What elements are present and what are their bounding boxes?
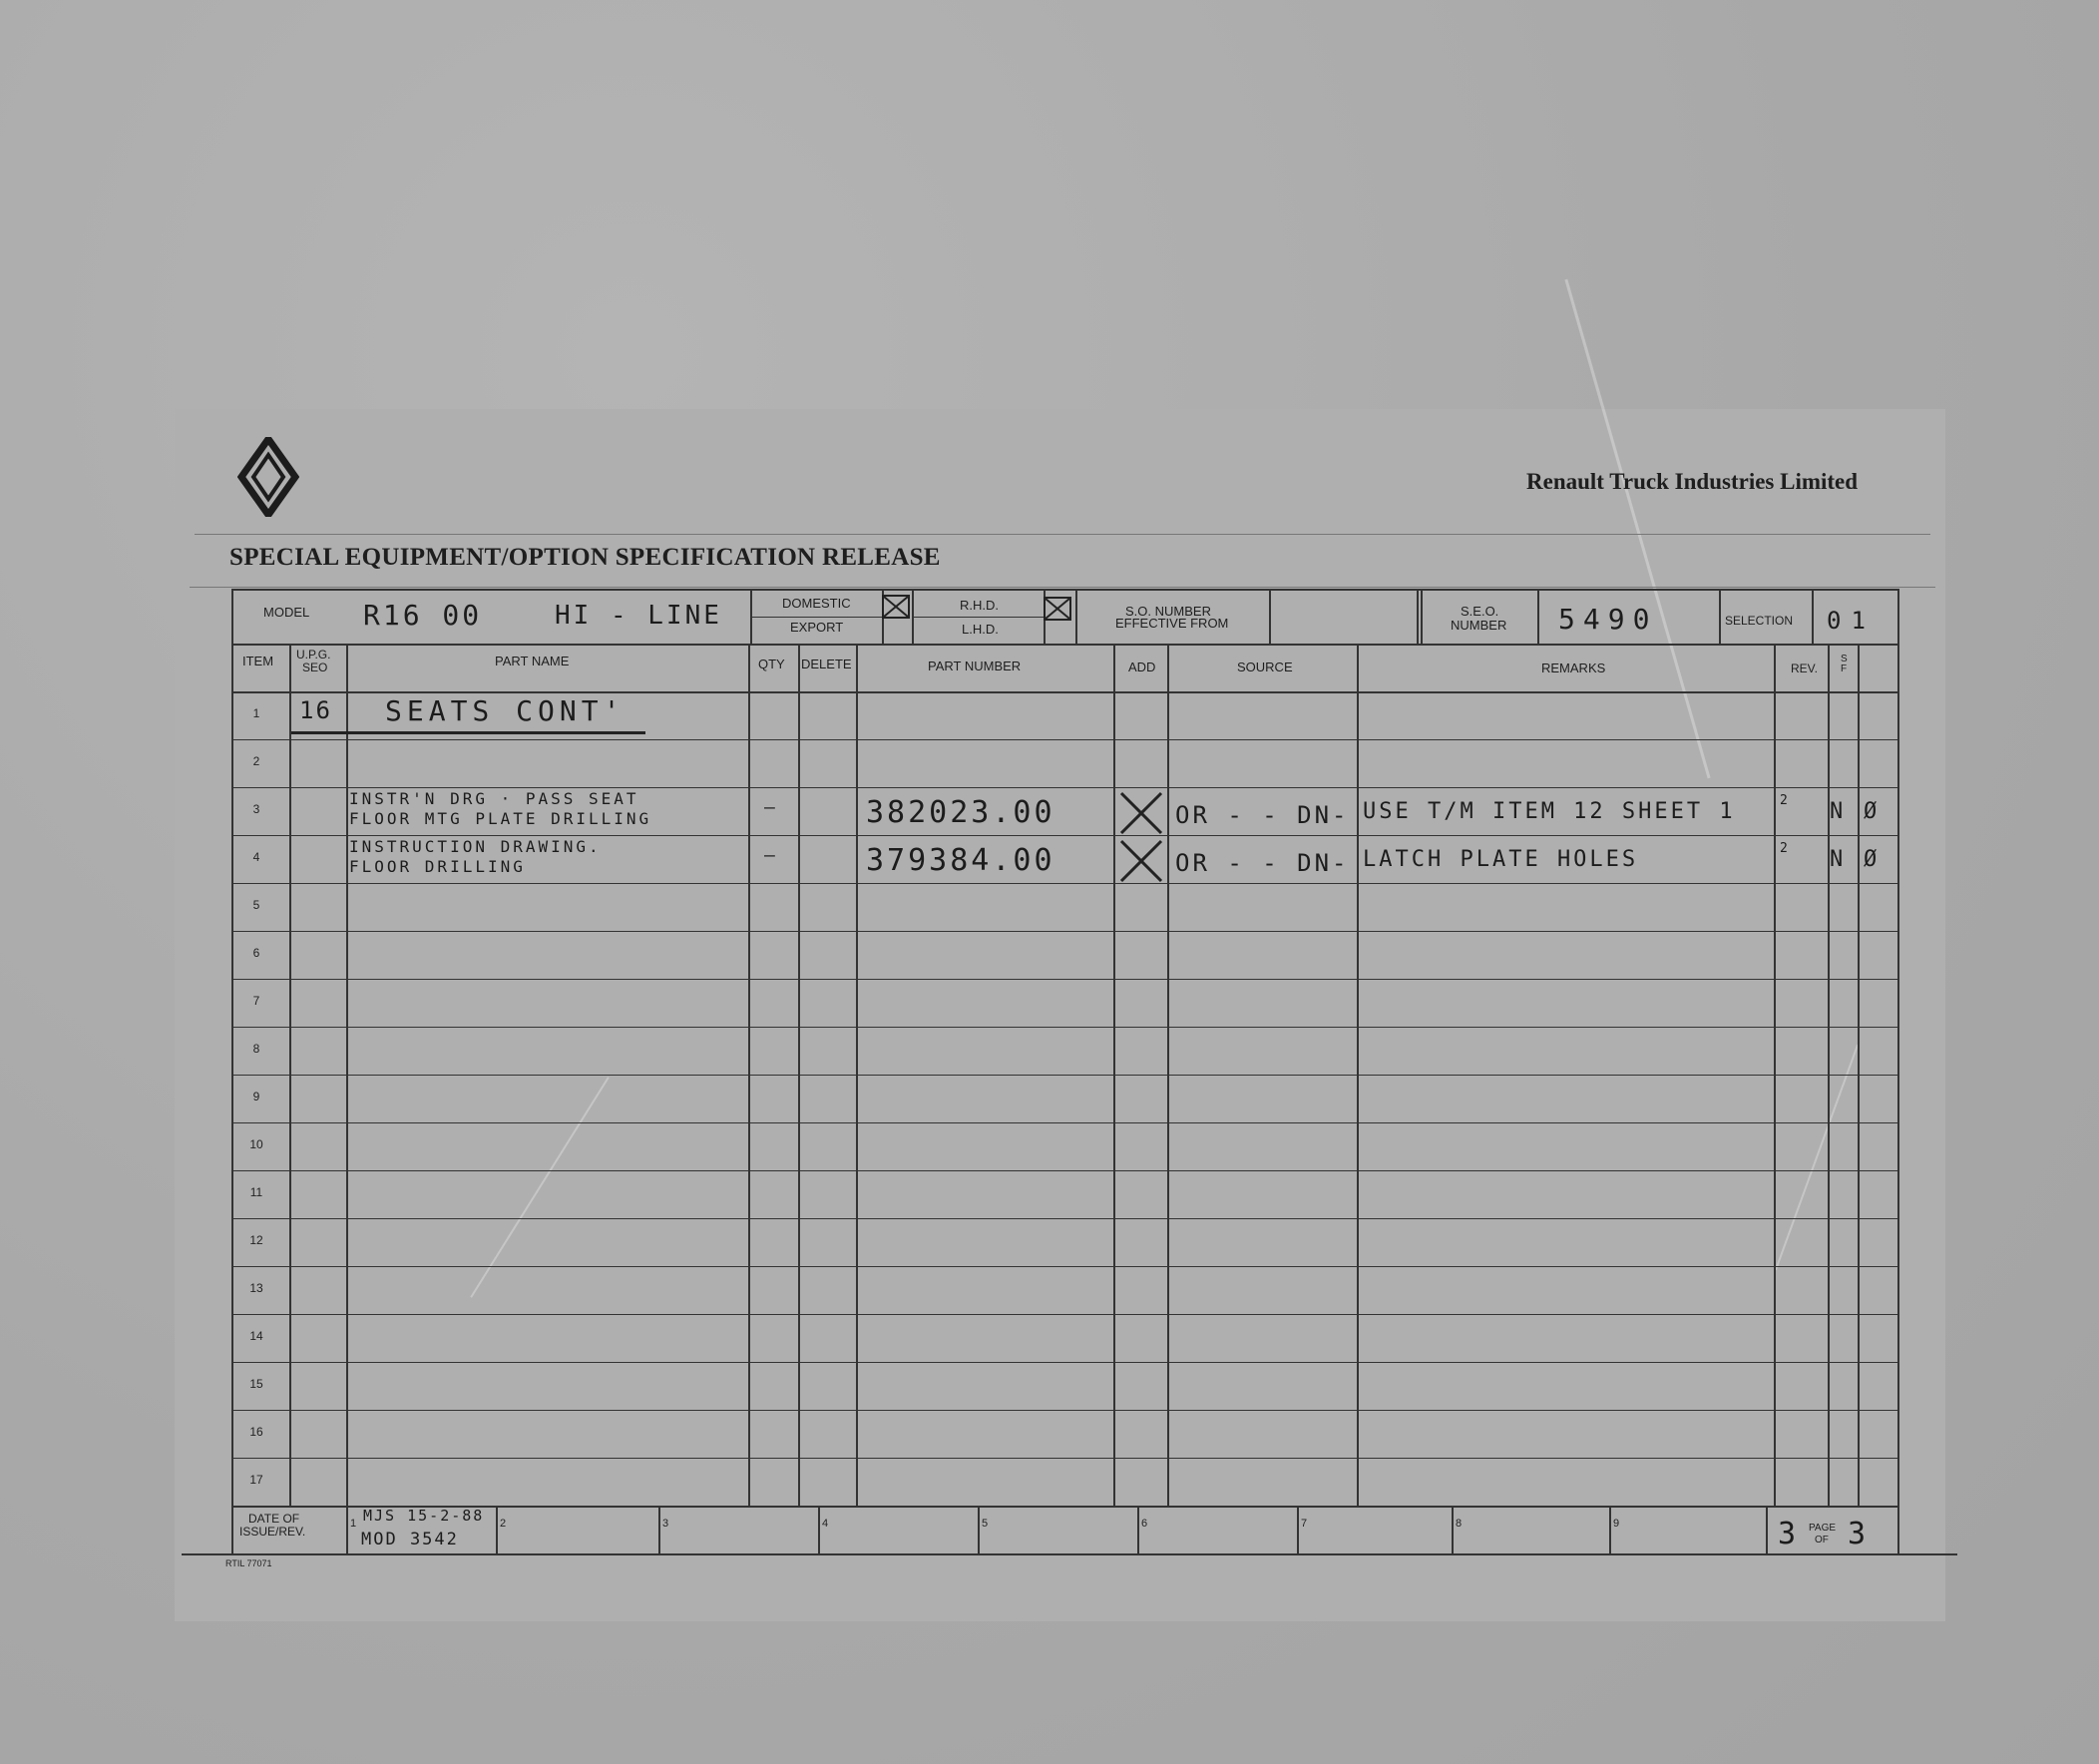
footer-divider [496,1506,498,1553]
model-variant: HI - LINE [555,601,722,631]
row-divider [231,739,1897,740]
col-part-number: PART NUMBER [928,659,1022,673]
rhd-lhd-divider [912,617,1044,618]
column-divider [1828,644,1830,1506]
part-name-line2: FLOOR MTG PLATE DRILLING [349,809,652,828]
column-divider [1774,644,1776,1506]
row-divider [231,883,1897,884]
rev-value: 2 [1780,841,1788,856]
top-row-divider [1537,589,1539,644]
footer-divider [1609,1506,1611,1553]
column-divider [1167,644,1169,1506]
domestic-label: DOMESTIC [782,596,851,611]
row-divider [231,1410,1897,1411]
qty-value: – [764,845,779,866]
column-divider [748,644,750,1506]
selection-value: 01 [1827,607,1876,635]
issue-slot-number: 5 [982,1518,989,1530]
seo-label-1: S.E.O. [1461,604,1499,619]
header-rule [195,534,1930,535]
row-number: 13 [249,1281,263,1295]
page-total: 3 [1848,1517,1867,1551]
footer-divider [231,1506,233,1553]
part-name-line1: INSTR'N DRG · PASS SEAT [349,789,639,808]
row-number: 8 [252,1042,260,1056]
column-divider [1858,644,1860,1506]
row-number: 11 [249,1185,263,1199]
domestic-export-divider [750,617,882,618]
remarks-value: LATCH PLATE HOLES [1363,847,1639,872]
remarks-value: USE T/M ITEM 12 SHEET 1 [1363,799,1736,824]
company-name: Renault Truck Industries Limited [1526,469,1859,494]
row-number: 2 [252,754,260,768]
issue-slot-number: 4 [822,1518,829,1530]
part-name-line2: FLOOR DRILLING [349,857,526,876]
rev-value: 2 [1780,793,1788,808]
issue-slot-number: 6 [1141,1518,1148,1530]
effective-from-label: EFFECTIVE FROM [1115,616,1229,631]
part-name-line1: INSTRUCTION DRAWING. [349,837,602,856]
issue-slot-number: 1 [350,1518,357,1530]
footer-divider [978,1506,980,1553]
last-column-value: Ø [1864,847,1878,872]
column-divider [856,644,858,1506]
row-number: 10 [249,1137,263,1151]
col-delete: DELETE [801,657,852,671]
issue-slot-number: 9 [1613,1518,1620,1530]
selection-label: SELECTION [1725,614,1794,628]
header-bottom-border [231,691,1897,693]
col-item: ITEM [242,654,274,668]
col-sf: S F [1841,654,1848,674]
title-rule [190,587,1935,588]
date-of-label: DATE OF [248,1512,300,1526]
source-value: OR - - DN- [1175,801,1350,829]
so-number-label: S.O. NUMBER [1125,604,1211,619]
source-value: OR - - DN- [1175,849,1350,877]
form-code: RTIL 77071 [225,1558,272,1568]
rhd-label: R.H.D. [960,598,999,613]
upg-value: 16 [299,696,332,724]
row-divider [231,1314,1897,1315]
footer-divider [1766,1506,1768,1553]
top-row-divider [231,589,233,644]
top-row-divider [1719,589,1721,644]
form-sheet [175,409,1945,1621]
column-divider [1113,644,1115,1506]
col-upg-2: SEO [302,661,328,674]
row-number: 7 [252,994,260,1008]
row-divider [231,1218,1897,1219]
footer-bottom-border [182,1553,1957,1555]
footer-divider [658,1506,660,1553]
row-number: 12 [249,1233,263,1247]
underline [291,731,645,734]
footer-divider [1897,1506,1899,1553]
sf-value: N [1830,799,1844,824]
seo-number-value: 5490 [1558,603,1658,636]
model-label: MODEL [263,605,310,620]
page-current: 3 [1778,1517,1797,1551]
row-divider [231,1170,1897,1171]
top-row-divider [1812,589,1814,644]
lhd-label: L.H.D. [962,622,999,637]
qty-value: – [764,797,779,818]
col-upg-1: U.P.G. [296,648,331,662]
col-rev: REV. [1791,662,1818,675]
row-number: 16 [249,1425,263,1439]
top-row-divider [1075,589,1077,644]
part-number-value: 382023.00 [866,795,1055,830]
seo-label-2: NUMBER [1451,618,1507,633]
row-divider [231,1075,1897,1076]
model-value: R16 00 [363,599,483,632]
column-divider [1897,644,1899,1506]
col-part-name: PART NAME [495,654,570,668]
row-divider [231,1266,1897,1267]
column-divider [289,644,291,1506]
add-cross-icon [1117,837,1165,885]
row-divider [231,1027,1897,1028]
top-row-divider [1897,589,1899,644]
row-divider [231,1458,1897,1459]
issue-slot-number: 2 [500,1518,507,1530]
column-divider [1357,644,1359,1506]
issue-slot-number: 3 [662,1518,669,1530]
issue-rev-label: ISSUE/REV. [239,1525,306,1539]
footer-divider [1297,1506,1299,1553]
part-name: SEATS CONT' [385,694,626,727]
part-number-value: 379384.00 [866,843,1055,878]
row-divider [231,787,1897,788]
row-number: 17 [249,1473,263,1487]
row-number: 4 [252,850,260,864]
footer-divider [818,1506,820,1553]
footer-divider [1137,1506,1139,1553]
add-cross-icon [1117,789,1165,837]
export-label: EXPORT [790,620,844,635]
table-top-border [231,589,1897,591]
row-number: 3 [252,802,260,816]
header-top-border [231,644,1897,646]
col-qty: QTY [758,657,785,671]
top-row-divider [1421,589,1423,644]
column-divider [346,644,348,1506]
top-row-divider [1417,589,1419,644]
sf-value: N [1830,847,1844,872]
domestic-check-icon [882,595,910,619]
rhd-check-icon [1044,597,1071,621]
issue-slot-number: 7 [1301,1518,1308,1530]
column-divider [798,644,800,1506]
issue-slot-number: 8 [1456,1518,1463,1530]
row-divider [231,1362,1897,1363]
row-number: 1 [252,706,260,720]
row-number: 15 [249,1377,263,1391]
row-divider [231,931,1897,932]
last-column-value: Ø [1864,799,1878,824]
form-title: SPECIAL EQUIPMENT/OPTION SPECIFICATION RELEASE [229,544,941,571]
of-label: OF [1815,1535,1829,1545]
row-number: 9 [252,1090,260,1103]
col-source: SOURCE [1237,660,1293,674]
footer-divider [1452,1506,1454,1553]
col-add: ADD [1128,660,1156,674]
row-number: 5 [252,898,260,912]
row-divider [231,1122,1897,1123]
top-row-divider [1269,589,1271,644]
issue-1-line2: MOD 3542 [361,1530,459,1549]
footer-divider [346,1506,348,1553]
row-number: 6 [252,946,260,960]
col-remarks: REMARKS [1541,661,1606,675]
row-number: 14 [249,1329,263,1343]
renault-logo-icon [237,437,299,517]
row-divider [231,835,1897,836]
page-label: PAGE [1809,1523,1837,1534]
row-divider [231,979,1897,980]
issue-1-line1: MJS 15-2-88 [363,1507,485,1525]
